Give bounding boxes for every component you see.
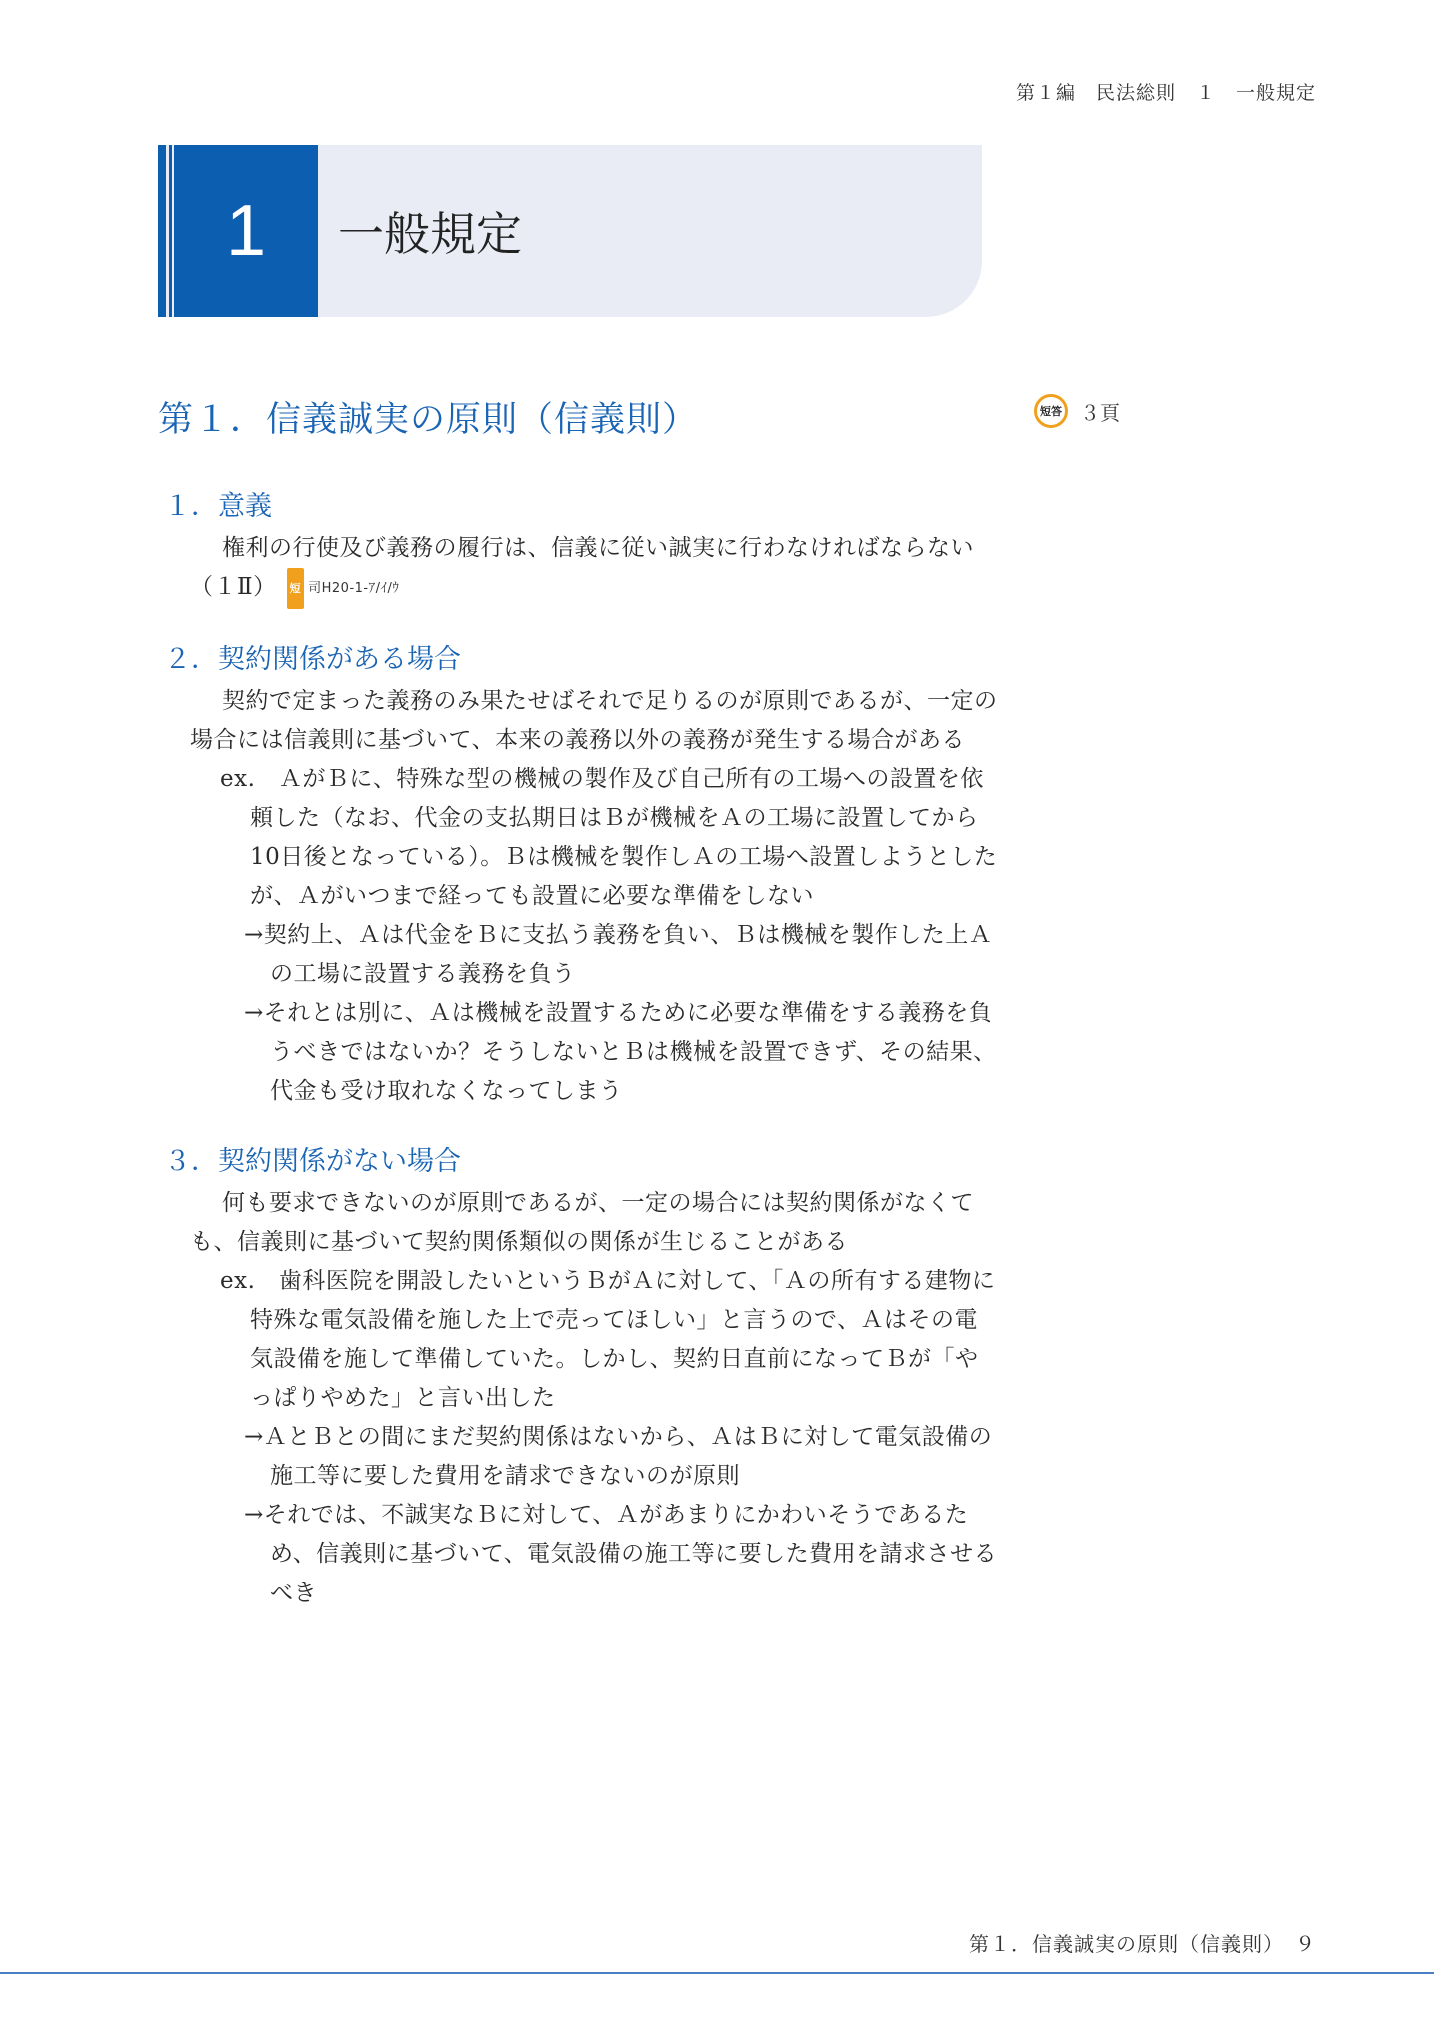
exam-tag (287, 568, 400, 609)
example: ex. 歯科医院を開設したいというＢがＡに対して、「Ａの所有する建物に特殊な電気設備を施した上で売ってほしい」と言うので、Ａはその電気設備を施して準備していた。しかし、契約日直前になってＢが「やっぱりやめた」と言い出した (220, 1268, 996, 1411)
subsection-meaning (160, 484, 1000, 609)
paragraph: 契約で定まった義務のみ果たせばそれで足りるのが原則であるが、一定の場合には信義則に基づいて、本来の義務以外の義務が発生する場合がある (190, 688, 998, 753)
subsection-contract-exists (160, 637, 1000, 1111)
subsection-heading: １．意義 (164, 491, 272, 522)
exam-tag-icon: 短 (287, 568, 305, 609)
running-head: 第１編 民法総則 １ 一般規定 (1015, 82, 1316, 104)
chapter-number: 1 (225, 191, 267, 271)
example: ex. ＡがＢに、特殊な型の機械の製作及び自己所有の工場への設置を依頼した（なお、代金の支払期日はＢが機械をＡの工場に設置してから10日後となっている）。Ｂは機械を製作しＡの工場へ設置しようとしたが、Ａがいつまで経っても設置に必要な準備をしない (220, 766, 998, 909)
footer-rule (0, 1972, 1434, 1974)
subsection-heading: ２．契約関係がある場合 (164, 644, 461, 675)
subsection-heading: ３．契約関係がない場合 (164, 1146, 461, 1177)
reference-page: ３頁 (1080, 400, 1120, 425)
page-footer: 第１．信義誠実の原則（信義則） ９ (969, 1932, 1316, 1956)
chapter-title: 一般規定 (338, 207, 522, 261)
paragraph: 何も要求できないのが原則であるが、一定の場合には契約関係がなくても、信義則に基づいて契約関係類似の関係が生じることがある (190, 1190, 974, 1255)
main-content (160, 484, 1000, 1641)
arrow-point: →ＡとＢとの間にまだ契約関係はないから、ＡはＢに対して電気設備の施工等に要した費用を請求できないのが原則 (244, 1424, 993, 1489)
exam-tag-text: 司H20-1-ｱ/ｲ/ｳ (308, 581, 400, 596)
section-title: 第１．信義誠実の原則（信義則） (158, 400, 699, 440)
arrow-point: →それとは別に、Ａは機械を設置するために必要な準備をする義務を負うべきではないか？そうしないとＢは機械を設置できず、その結果、代金も受け取れなくなってしまう (244, 1000, 997, 1104)
arrow-point: →それでは、不誠実なＢに対して、Ａがあまりにかわいそうであるため、信義則に基づいて、電気設備の施工等に要した費用を請求させるべき (244, 1502, 998, 1606)
arrow-point: →契約上、Ａは代金をＢに支払う義務を負い、Ｂは機械を製作した上Ａの工場に設置する義務を負う (244, 922, 993, 987)
paragraph-text: 権利の行使及び義務の履行は、信義に従い誠実に行わなければならない（１Ⅱ） (190, 535, 974, 600)
short-answer-reference (1034, 394, 1120, 428)
chapter-banner (158, 145, 982, 317)
subsection-no-contract (160, 1139, 1000, 1613)
paragraph (190, 529, 1000, 609)
short-answer-badge-icon: 短答 (1034, 394, 1068, 428)
